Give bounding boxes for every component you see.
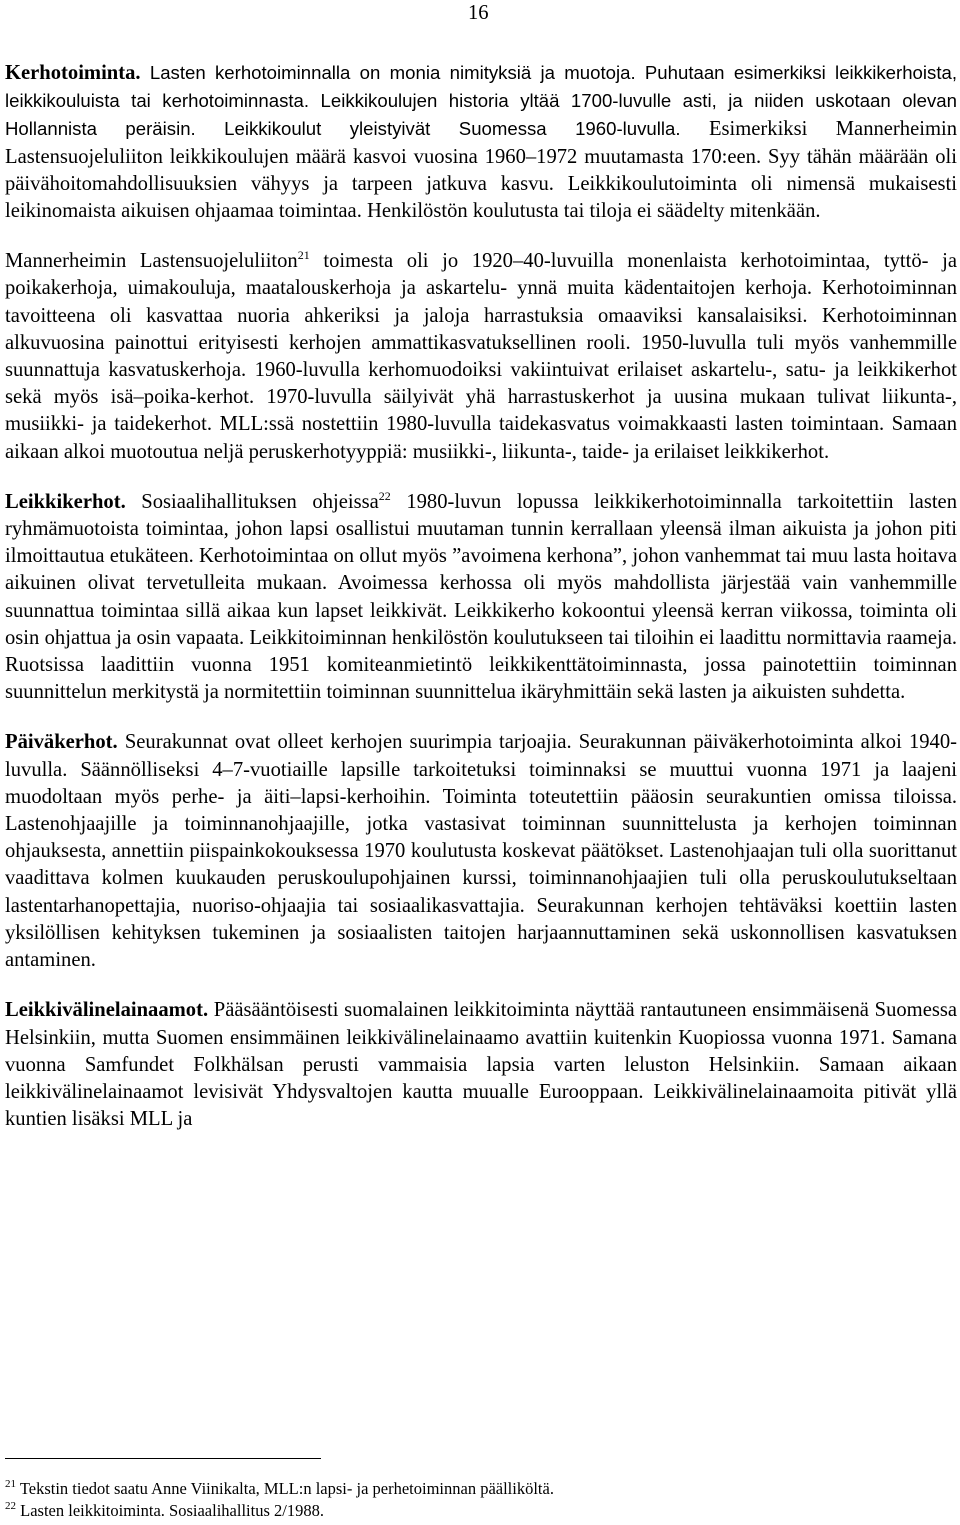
paragraph-leikkikerhot: [5, 489, 957, 707]
paragraph-heading: Leikkikerhot.: [5, 490, 126, 513]
paragraph-text: Mannerheimin Lastensuojeluliiton: [5, 250, 298, 273]
footnote-22: [5, 1500, 945, 1522]
footnote-text: Tekstin tiedot saatu Anne Viinikalta, MLL:n lapsi- ja perhetoiminnan päälliköltä.: [16, 1479, 554, 1498]
paragraph-text: Sosiaalihallituksen ohjeissa: [125, 490, 379, 513]
paragraph-text: Esimerkiksi Mannerheimin Lastensuojeluliiton leikkikoulujen määrä kasvoi vuosina 1960–1972 muutamasta 170:een. Syy tähän määrään oli päivähoitomahdollisuuksien vähyys ja tarpeen jatkuva kasvu. Leikkikoulutoiminta oli nimensä mukaisesti leikinomaista aikuisen ohjaamaa toimintaa. Henkilöstön koulutusta tai tiloja ei säädelty mitenkään.: [5, 118, 957, 223]
footnote-ref-21[interactable]: 21: [297, 248, 310, 263]
paragraph-text: 1980-luvun lopussa leikkikerhotoiminnalla tarkoitettiin lasten ryhmämuotoista toimintaa, johon lapsi osallistui muutaman tunnin kerrallaan yleensä ilman aikuista ja johon piti ilmoittautua etukäteen. Kerhotoimintaa on ollut myös ”avoimena kerhona”, johon vanhemmat tai muu lasta hoitava aikuinen olivat tervetulleita mukaan. Avoimessa kerhossa oli myös mahdollista järjestää vain vanhemmille suunnattua toimintaa sillä aikaa kun lapset leikkivät. Leikkikerho kokoontui yleensä kerran viikossa, toiminta oli osin ohjattua ja osin vapaata. Leikkitoiminnan henkilöstön koulutukseen tai tiloihin ei laadittu normittavia raameja. Ruotsissa laadittiin vuonna 1951 komiteanmietintö leikkikenttätoiminnasta, jossa painotettiin toiminnan suunnittelun merkitystä ja normitettiin toiminnan suunnittelua ikäryhmittäin sekä lasten ja aikuisten suhdetta.: [5, 490, 957, 704]
paragraph-heading: Leikkivälinelainaamot.: [5, 999, 209, 1022]
paragraph-text: toimesta oli jo 1920–40-luvuilla monenlaista kerhotoimintaa, tyttö- ja poikakerhoja, uimakouluja, maatalouskerhoja ja askartelu- ynnä muita kädentaitojen kerhoja. Kerhotoiminnan tavoitteena oli kasvattaa nuoria ahkeriksi ja jaloja harrastuksia omaaviksi kansalaisiksi. Kerhotoiminnan alkuvuosina painottui erityisesti kerhojen ammattikasvatuksellinen rooli. 1950-luvulla tuli myös vanhemmille suunnattuja kasvatuskerhoja. 1960-luvulla kerhomuodoiksi vakiintuivat erilaiset askartelu-, satu- ja leikkikerhot sekä myös isä–poika-kerhot. 1970-luvulla säilyivät yhä harrastuskerhot ja uusina mukaan tulivat liikunta-, musiikki- ja taidekerhot. MLL:ssä nostettiin 1980-luvulla taidekasvatus voimakkaasti lasten toimintaan. Samaan aikaan alkoi muotoutua neljä peruskerhotyyppiä: musiikki-, liikunta-, taide- ja erilaiset leikkikerhot.: [5, 250, 957, 463]
paragraph-text-sans: Lasten kerhotoiminnalla on monia nimityksiä ja muotoja. Puhutaan esimerkiksi leikkikerhoista, leikkikouluista tai kerhotoiminnasta. Leikkikoulujen historia yltää 1700-luvulle asti, ja niiden uskotaan olevan Hollannista peräisin. Leikkikoulut yleistyivät Suomessa 1960-luvulla.: [5, 62, 957, 140]
footnote-number: 22: [5, 1500, 16, 1512]
footnote-text: Lasten leikkitoiminta. Sosiaalihallitus 2/1988.: [16, 1501, 324, 1520]
body-text: [5, 59, 957, 1156]
paragraph-text: Seurakunnat ovat olleet kerhojen suurimpia tarjoajia. Seurakunnan päiväkerhotoiminta alkoi 1940-luvulla. Säännölliseksi 4–7-vuotiaille lapsille tarkoitetuksi toiminnaksi se muuttui vuonna 1971 ja laajeni muodoltaan myös perhe- ja äiti–lapsi-kerhoihin. Toiminta toteutettiin pääosin seurakuntien omissa tiloissa. Lastenohjaajille ja toiminnanohjaajille, jotka vastasivat toiminnan suunnittelusta ja kerhojen toiminnan ohjauksesta, annettiin piispainkokouksessa 1970 koulutusta koskevat päätökset. Lastenohjaajan tuli olla suorittanut vaadittava kolmen kuukauden peruskoulupohjainen kurssi, toiminnanohjaajien tuli olla peruskoulutukseltaan lastentarhanopettajia, nuoriso-ohjaajia tai sosiaalikasvattajia. Seurakunnan kerhojen tehtäväksi koettiin lasten yksilöllisen kehityksen tukeminen ja sosiaalisten taitojen harjaannuttaminen sekä uskonnollisen kasvatuksen antaminen.: [5, 731, 957, 972]
footnote-ref-22[interactable]: 22: [378, 488, 391, 503]
footnote-divider: [5, 1458, 321, 1459]
footnote-number: 21: [5, 1478, 16, 1490]
paragraph-kerhotoiminta: [5, 59, 957, 225]
paragraph-text: Pääsääntöisesti suomalainen leikkitoiminta näyttää rantautuneen ensimmäisenä Suomessa Helsinkiin, mutta Suomen ensimmäinen leikkivälinelainaamo avattiin kuitenkin Kuopiossa vuonna 1971. Samana vuonna Samfundet Folkhälsan perusti vammaisia lapsia varten leluston Helsinkiin. Samaan aikaan leikkivälinelainaamot levisivät Yhdysvaltojen kautta muualle Eurooppaan. Leikkivälinelainaamoita pitivät yllä kuntien lisäksi MLL ja: [5, 999, 957, 1131]
paragraph-heading: Päiväkerhot.: [5, 731, 118, 754]
paragraph-heading: Kerhotoiminta.: [5, 62, 141, 84]
paragraph-mll: [5, 248, 957, 466]
paragraph-leikkivalinelainaamot: [5, 997, 957, 1133]
footnote-21: [5, 1478, 945, 1500]
footnotes: [5, 1478, 945, 1522]
page-number: 16: [468, 2, 489, 24]
paragraph-paivakerhot: [5, 729, 957, 974]
